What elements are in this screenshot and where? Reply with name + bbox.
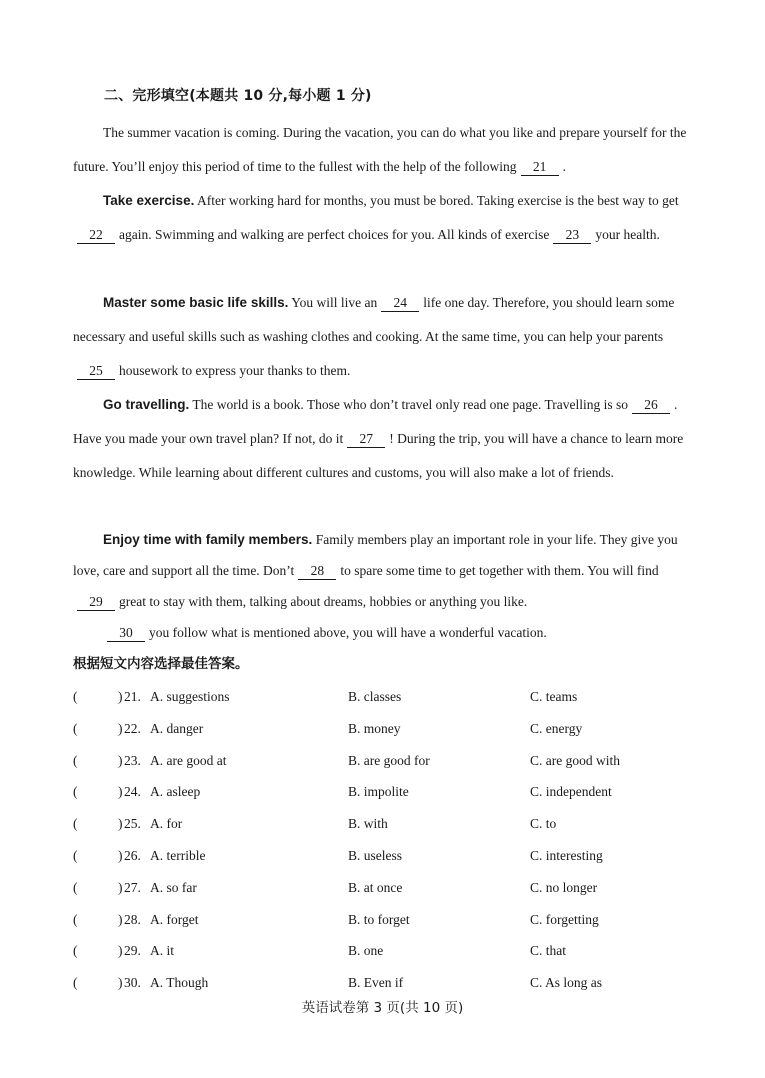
answer-paren-open: ( [73, 816, 78, 832]
passage-paragraph-exercise [73, 184, 693, 252]
paragraph-text: housework to express your thanks to them. [119, 363, 351, 378]
question-instruction: 根据短文内容选择最佳答案。 [73, 656, 249, 672]
option-c[interactable]: C. teams [530, 689, 578, 704]
answer-paren-open: ( [73, 943, 78, 959]
question-number: 23. [124, 752, 141, 768]
question-row [73, 684, 693, 716]
option-a[interactable]: A. are good at [150, 752, 227, 768]
page-footer: 英语试卷第 3 页(共 10 页) [301, 1000, 464, 1016]
blank-28[interactable]: 28 [298, 563, 336, 580]
option-c[interactable]: C. are good with [530, 752, 620, 768]
option-a[interactable]: A. so far [150, 879, 197, 895]
passage-paragraph-family [73, 524, 693, 648]
paragraph-heading: Enjoy time with family members. [103, 532, 313, 547]
question-number: 30. [124, 975, 141, 991]
option-c[interactable]: C. independent [530, 784, 612, 800]
question-number: 27. [124, 879, 141, 895]
paragraph-text: You will live an [291, 295, 378, 310]
answer-paren-close: ) [118, 816, 123, 832]
option-a[interactable]: A. suggestions [150, 689, 230, 704]
blank-26[interactable]: 26 [632, 397, 670, 414]
option-a[interactable]: A. danger [150, 720, 204, 736]
option-a[interactable]: A. Though [150, 975, 209, 991]
paragraph-text: After working hard for months, you must be bored. Taking exercise is the best way to get [196, 193, 679, 208]
passage-paragraph-intro [73, 116, 693, 184]
option-c[interactable]: C. energy [530, 720, 583, 736]
answer-paren-open: ( [73, 879, 78, 895]
question-list [73, 684, 693, 1002]
question-row [73, 938, 693, 970]
question-row [73, 843, 693, 875]
paragraph-text: . [562, 159, 566, 174]
option-c[interactable]: C. no longer [530, 879, 598, 895]
option-b[interactable]: B. money [348, 720, 401, 736]
option-b[interactable]: B. classes [348, 689, 402, 704]
option-b[interactable]: B. impolite [348, 784, 409, 800]
paragraph-text: The summer vacation is coming. During the vacation, you can do what you like and prepare yourself for the future. You’ll enjoy this period of time to the fullest with the help of the following [73, 125, 687, 174]
answer-paren-close: ) [118, 689, 123, 704]
question-row [73, 748, 693, 780]
answer-paren-close: ) [118, 943, 123, 959]
paragraph-text: great to stay with them, talking about dreams, hobbies or anything you like. [119, 594, 528, 609]
question-number: 28. [124, 911, 141, 927]
paragraph-text: Family members play an important role in your life. They give you love, care and support all the time. Don’t [73, 532, 678, 578]
answer-paren-close: ) [118, 879, 123, 895]
answer-paren-open: ( [73, 975, 78, 991]
paragraph-text: The world is a book. Those who don’t travel only read one page. Travelling is so [192, 397, 628, 412]
passage-paragraph-life-skills [73, 286, 693, 388]
blank-24[interactable]: 24 [381, 295, 419, 312]
question-number: 22. [124, 720, 141, 736]
question-number: 25. [124, 816, 141, 832]
option-a[interactable]: A. forget [150, 911, 199, 927]
paragraph-text: life one day. Therefore, you should learn some necessary and useful skills such as washing clothes and cooking. At the same time, you can help your parents [73, 295, 675, 344]
paragraph-text: . Have you made your own travel plan? If not, do it [73, 397, 678, 446]
question-number: 24. [124, 784, 141, 800]
option-b[interactable]: B. to forget [348, 911, 410, 927]
paragraph-text: again. Swimming and walking are perfect choices for you. All kinds of exercise [119, 227, 550, 242]
question-number: 26. [124, 847, 141, 863]
option-c[interactable]: C. interesting [530, 847, 603, 863]
blank-25[interactable]: 25 [77, 363, 115, 380]
option-b[interactable]: B. are good for [348, 752, 430, 768]
paragraph-heading: Go travelling. [103, 397, 190, 412]
section-title: 二、完形填空(本题共 10 分,每小题 1 分) [104, 88, 372, 104]
answer-paren-close: ) [118, 847, 123, 863]
paragraph-text: your health. [595, 227, 660, 242]
option-b[interactable]: B. one [348, 943, 384, 959]
option-b[interactable]: B. Even if [348, 975, 404, 991]
answer-paren-open: ( [73, 689, 78, 704]
blank-22[interactable]: 22 [77, 227, 115, 244]
blank-23[interactable]: 23 [553, 227, 591, 244]
blank-29[interactable]: 29 [77, 594, 115, 611]
question-number: 21. [124, 689, 141, 704]
answer-paren-close: ) [118, 720, 123, 736]
answer-paren-close: ) [118, 911, 123, 927]
answer-paren-open: ( [73, 752, 78, 768]
answer-paren-open: ( [73, 784, 78, 800]
question-row [73, 716, 693, 748]
answer-paren-open: ( [73, 720, 78, 736]
option-b[interactable]: B. at once [348, 879, 403, 895]
paragraph-text: to spare some time to get together with them. You will find [340, 563, 659, 578]
answer-paren-close: ) [118, 975, 123, 991]
option-a[interactable]: A. asleep [150, 784, 201, 800]
option-c[interactable]: C. that [530, 943, 566, 959]
blank-30[interactable]: 30 [107, 625, 145, 642]
answer-paren-open: ( [73, 847, 78, 863]
option-a[interactable]: A. it [150, 943, 175, 959]
paragraph-heading: Master some basic life skills. [103, 295, 289, 310]
option-b[interactable]: B. useless [348, 847, 402, 863]
paragraph-text: ! During the trip, you will have a chance to learn more knowledge. While learning about different cultures and customs, you will also make a lot of friends. [73, 431, 684, 480]
option-c[interactable]: C. As long as [530, 975, 603, 991]
option-b[interactable]: B. with [348, 816, 388, 832]
question-row [73, 811, 693, 843]
question-row [73, 875, 693, 907]
answer-paren-close: ) [118, 752, 123, 768]
option-c[interactable]: C. to [530, 816, 557, 832]
blank-27[interactable]: 27 [347, 431, 385, 448]
blank-21[interactable]: 21 [521, 159, 559, 176]
question-row [73, 907, 693, 939]
paragraph-heading: Take exercise. [103, 193, 195, 208]
question-number: 29. [124, 943, 141, 959]
option-a[interactable]: A. terrible [150, 847, 206, 863]
answer-paren-close: ) [118, 784, 123, 800]
option-c[interactable]: C. forgetting [530, 911, 599, 927]
passage-paragraph-travelling [73, 388, 693, 490]
paragraph-text: you follow what is mentioned above, you will have a wonderful vacation. [149, 625, 547, 640]
option-a[interactable]: A. for [150, 816, 183, 832]
question-row [73, 779, 693, 811]
answer-paren-open: ( [73, 911, 78, 927]
